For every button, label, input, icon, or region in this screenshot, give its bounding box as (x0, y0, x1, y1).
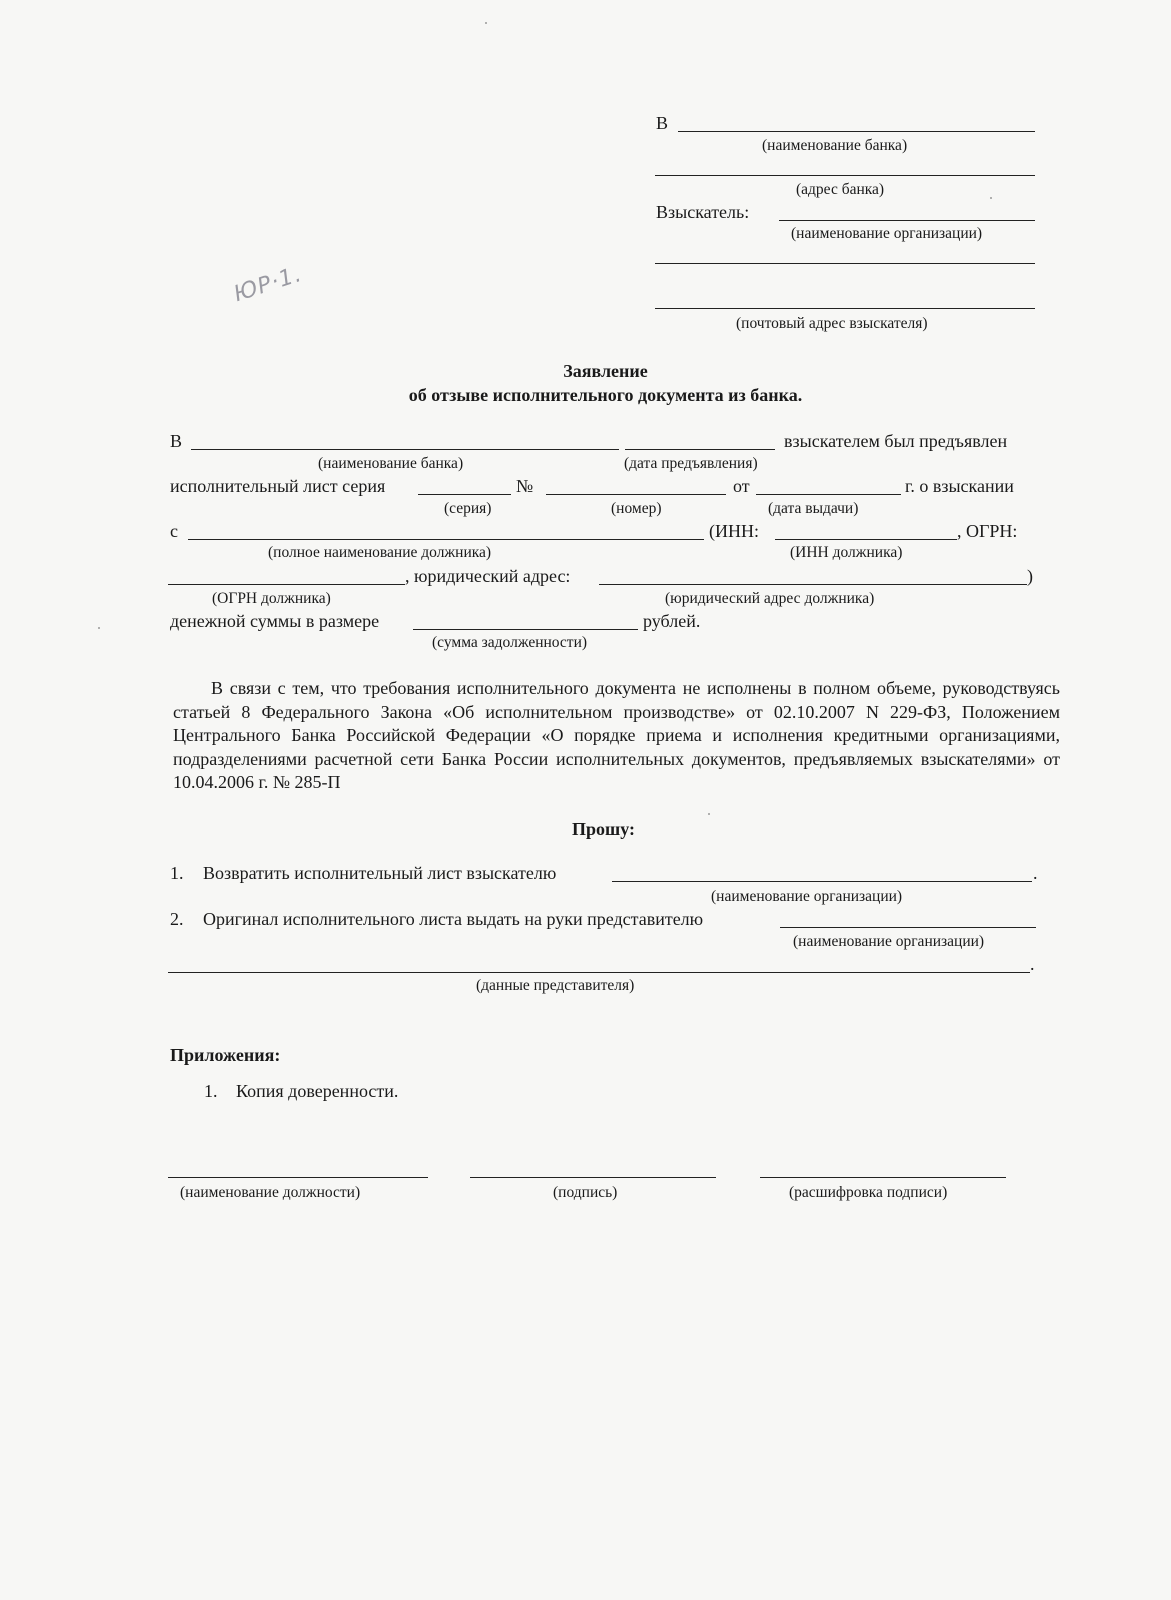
org-name-caption: (наименование организации) (791, 225, 983, 242)
request-item1-text: Возвратить исполнительный лист взыскателю (203, 863, 557, 883)
postal-address-caption: (почтовый адрес взыскателя) (736, 315, 928, 332)
row2-text: исполнительный лист серия (170, 476, 386, 496)
representative-end: . (1030, 954, 1035, 974)
signature-position-line (168, 1177, 428, 1178)
row4-ogrn-line (168, 584, 405, 585)
signature-position-caption: (наименование должности) (180, 1184, 361, 1201)
row3-inn-line (775, 539, 957, 540)
row5-sum-line (413, 629, 638, 630)
main-paragraph: В связи с тем, что требования исполнительного документа не исполнены в полном объеме, руководствуясь статьей 8 Федерального Закона «Об исполнительном производстве» от 02.10.2007 N 229-ФЗ, Положением Центрального Банка Российской Федерации «О порядке приема и исполнения кредитными организациями, подразделениями расчетной сети Банка России исполнительных документов, предъявляемых взыскателями» от 10.04.2006 г. № 285-П (173, 678, 1060, 792)
title-line-1: Заявление (563, 361, 648, 381)
row5-suffix: рублей. (643, 611, 701, 631)
claimant-label: Взыскатель: (656, 202, 750, 222)
row2-suffix: г. о взыскании (905, 476, 1014, 496)
request-heading: Прошу: (572, 819, 635, 839)
signature-decryption-line (760, 1177, 1006, 1178)
bank-address-caption: (адрес банка) (796, 181, 885, 198)
signature-line (470, 1177, 716, 1178)
title-line-2: об отзыве исполнительного документа из банка. (408, 385, 803, 405)
scan-speck (708, 813, 710, 815)
request-item2-caption: (наименование организации) (793, 933, 985, 950)
claimant-address-line-1 (655, 263, 1035, 264)
signature-decryption-caption: (расшифровка подписи) (789, 1184, 948, 1201)
request-item2-line (780, 927, 1036, 928)
attachments-item1-text: Копия доверенности. (236, 1081, 399, 1101)
row1-caption-date: (дата предъявления) (624, 455, 758, 472)
attachments-heading: Приложения: (170, 1045, 281, 1065)
row2-caption-number: (номер) (611, 500, 662, 517)
row2-series-line (418, 494, 511, 495)
row4-close: ) (1027, 566, 1033, 586)
row2-number-sign: № (516, 476, 534, 496)
row3-debtor-line (188, 539, 704, 540)
handwritten-note: ЮР·1. (230, 261, 306, 308)
claimant-name-line (779, 220, 1035, 221)
row2-caption-series: (серия) (444, 500, 492, 517)
scan-speck (98, 627, 100, 629)
row2-from: от (733, 476, 750, 496)
representative-caption: (данные представителя) (476, 977, 635, 994)
claimant-address-line-2 (655, 308, 1035, 309)
request-item1-line (612, 881, 1032, 882)
request-item1-end: . (1033, 863, 1038, 883)
row4-address-line (599, 584, 1027, 585)
row4-caption-address: (юридический адрес должника) (665, 590, 875, 607)
row3-prefix: с (170, 521, 178, 541)
request-item1-caption: (наименование организации) (711, 888, 903, 905)
representative-line (168, 972, 1030, 973)
row4-caption-ogrn: (ОГРН должника) (212, 590, 331, 607)
request-item2-text: Оригинал исполнительного листа выдать на руки представителю (203, 909, 704, 929)
row3-ogrn-label: , ОГРН: (957, 521, 1018, 541)
row2-number-line (546, 494, 726, 495)
row4-legal-label: , юридический адрес: (405, 566, 571, 586)
row5-caption-sum: (сумма задолженности) (432, 634, 588, 651)
attachments-item1-num: 1. (204, 1081, 218, 1101)
row1-caption-bank: (наименование банка) (318, 455, 464, 472)
row2-date-line (756, 494, 901, 495)
row1-suffix: взыскателем был предъявлен (784, 431, 1008, 451)
row3-caption-inn: (ИНН должника) (790, 544, 903, 561)
scan-speck (990, 197, 992, 199)
scan-speck (485, 22, 487, 24)
header-to-prefix: В (656, 113, 669, 133)
row5-text: денежной суммы в размере (170, 611, 380, 631)
row1-date-line (625, 449, 775, 450)
row3-caption-debtor: (полное наименование должника) (268, 544, 492, 561)
request-item2-num: 2. (170, 909, 184, 929)
bank-address-line (655, 175, 1035, 176)
request-item1-num: 1. (170, 863, 184, 883)
row1-prefix: В (170, 431, 183, 451)
row3-inn-label: (ИНН: (709, 521, 759, 541)
row2-caption-date: (дата выдачи) (768, 500, 859, 517)
row1-bank-line (191, 449, 619, 450)
bank-name-line (678, 131, 1035, 132)
signature-caption: (подпись) (553, 1184, 618, 1201)
bank-name-caption: (наименование банка) (762, 137, 908, 154)
